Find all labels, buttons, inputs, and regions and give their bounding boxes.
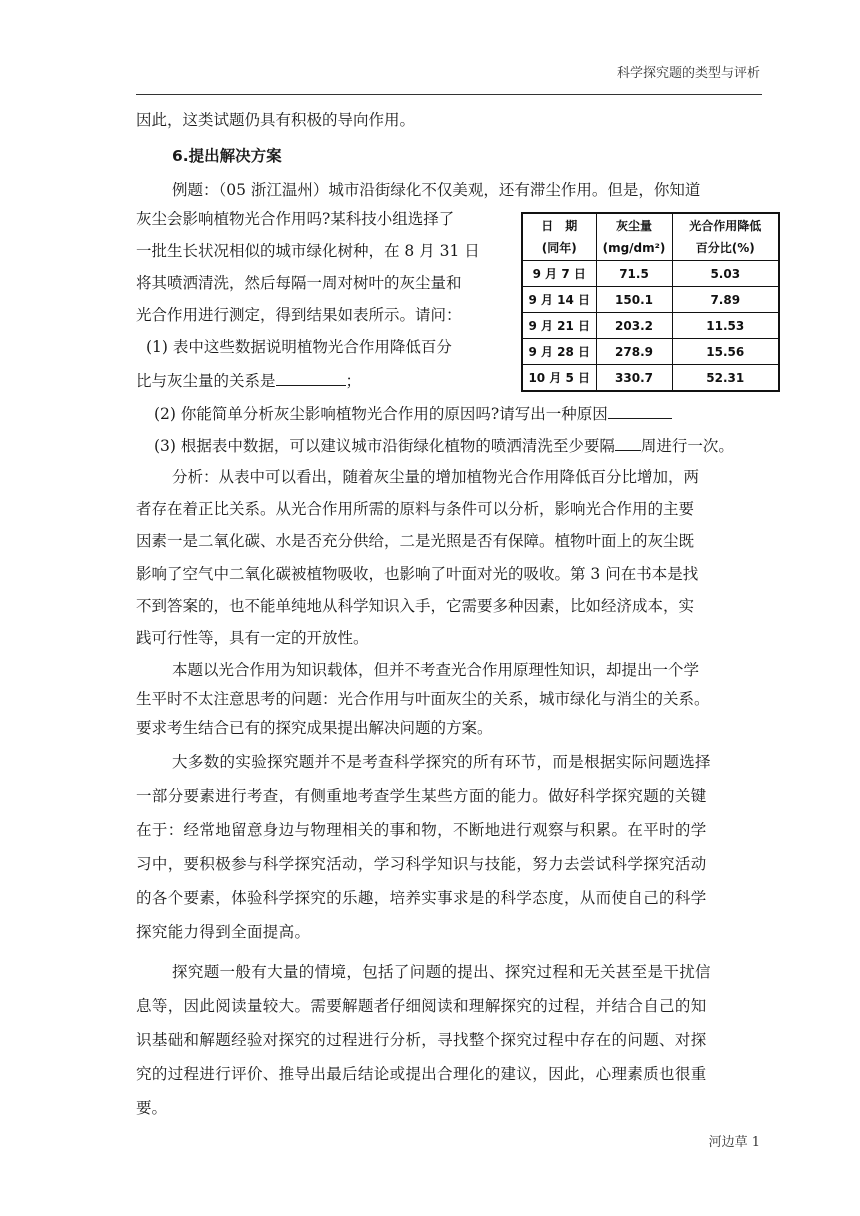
text-line: 不到答案的，也不能单纯地从科学知识入手，它需要多种因素，比如经济成本，实 <box>136 597 695 615</box>
text-segment: ； <box>345 372 362 390</box>
table-row <box>522 339 779 365</box>
text-line: 灰尘会影响植物光合作用吗?某科技小组选择了 <box>136 210 455 228</box>
text-line: 探究题一般有大量的情境，包括了问题的提出、探究过程和无关甚至是干扰信 <box>172 963 711 981</box>
text-line: 的各个要素，体验科学探究的乐趣，培养实事求是的科学态度，从而使自己的科学 <box>136 889 707 907</box>
text-line: 大多数的实验探究题并不是考查科学探究的所有环节，而是根据实际问题选择 <box>172 753 711 771</box>
cell-date: 9 月 7 日 <box>522 261 596 287</box>
table-header-row <box>522 213 779 261</box>
text-line: 影响了空气中二氧化碳被植物吸收，也影响了叶面对光的吸收。第 3 问在书本是找 <box>136 565 699 583</box>
text-line: 生平时不太注意思考的问题：光合作用与叶面灰尘的关系，城市绿化与消尘的关系。 <box>136 690 710 708</box>
text-segment: 比与灰尘量的关系是 <box>136 372 276 390</box>
text-line: 因此，这类试题仍具有积极的导向作用。 <box>136 111 416 129</box>
header-line: (mg/dm²) <box>602 241 666 255</box>
text-line: 要求考生结合已有的探究成果提出解决问题的方案。 <box>136 719 493 737</box>
text-line: (1) 表中这些数据说明植物光合作用降低百分 <box>146 338 452 356</box>
answer-blank[interactable] <box>276 369 346 386</box>
page-footer: 河边草 1 <box>708 1135 760 1150</box>
text-line: 分析：从表中可以看出，随着灰尘量的增加植物光合作用降低百分比增加，两 <box>172 468 700 486</box>
text-segment: (2) 你能简单分析灰尘影响植物光合作用的原因吗?请写出一种原因 <box>154 405 608 423</box>
header-line: (同年) <box>541 241 577 255</box>
text-segment: 周进行一次。 <box>640 437 734 455</box>
header-title: 科学探究题的类型与评析 <box>616 66 760 81</box>
text-line: 探究能力得到全面提高。 <box>136 923 311 941</box>
cell-reduction: 5.03 <box>672 261 779 287</box>
text-line: 一部分要素进行考查，有侧重地考查学生某些方面的能力。做好科学探究题的关键 <box>136 787 707 805</box>
text-line: 一批生长状况相似的城市绿化树种，在 8 月 31 日 <box>136 242 480 260</box>
table-row <box>522 261 779 287</box>
cell-date: 9 月 14 日 <box>522 287 596 313</box>
question-1-line <box>136 369 361 391</box>
cell-dust: 330.7 <box>596 365 672 392</box>
text-line: 将其喷洒清洗，然后每隔一周对树叶的灰尘量和 <box>136 274 462 292</box>
cell-dust: 278.9 <box>596 339 672 365</box>
header-rule <box>136 94 762 95</box>
text-line: 要。 <box>136 1099 168 1117</box>
header-line: 百分比(%) <box>695 241 755 255</box>
cell-dust: 71.5 <box>596 261 672 287</box>
question-3-line <box>154 434 734 456</box>
text-line: 究的过程进行评价、推导出最后结论或提出合理化的建议，因此，心理素质也很重 <box>136 1065 707 1083</box>
text-line: 光合作用进行测定，得到结果如表所示。请问： <box>136 306 462 324</box>
table-row <box>522 365 779 392</box>
text-segment: (3) 根据表中数据，可以建议城市沿街绿化植物的喷洒清洗至少要隔 <box>154 437 615 455</box>
question-2-line <box>154 402 672 424</box>
column-header-dust <box>596 213 672 261</box>
header-line: 日 期 <box>541 219 578 233</box>
cell-date: 10 月 5 日 <box>522 365 596 392</box>
text-line: 本题以光合作用为知识载体，但并不考查光合作用原理性知识，却提出一个学 <box>172 661 700 679</box>
table-row <box>522 287 779 313</box>
text-line: 因素一是二氧化碳、水是否充分供给，二是光照是否有保障。植物叶面上的灰尘既 <box>136 532 695 550</box>
cell-reduction: 15.56 <box>672 339 779 365</box>
cell-dust: 150.1 <box>596 287 672 313</box>
column-header-reduction <box>672 213 779 261</box>
text-line: 习中，要积极参与科学探究活动，学习科学知识与技能，努力去尝试科学探究活动 <box>136 855 707 873</box>
cell-reduction: 11.53 <box>672 313 779 339</box>
cell-dust: 203.2 <box>596 313 672 339</box>
cell-reduction: 7.89 <box>672 287 779 313</box>
section-heading: 6.提出解决方案 <box>172 147 282 165</box>
answer-blank[interactable] <box>608 402 672 419</box>
text-line: 息等，因此阅读量较大。需要解题者仔细阅读和理解探究的过程，并结合自己的知 <box>136 997 707 1015</box>
text-line: 识基础和解题经验对探究的过程进行分析，寻找整个探究过程中存在的问题、对探 <box>136 1031 707 1049</box>
header-line: 光合作用降低 <box>689 219 762 233</box>
cell-date: 9 月 28 日 <box>522 339 596 365</box>
cell-reduction: 52.31 <box>672 365 779 392</box>
header-line: 灰尘量 <box>615 219 652 233</box>
table-row <box>522 313 779 339</box>
answer-blank[interactable] <box>615 434 641 451</box>
data-table <box>521 212 780 392</box>
text-line: 在于：经常地留意身边与物理相关的事和物，不断地进行观察与积累。在平时的学 <box>136 821 707 839</box>
text-line: 例题：（05 浙江温州）城市沿街绿化不仅美观，还有滞尘作用。但是，你知道 <box>172 181 701 199</box>
text-line: 者存在着正比关系。从光合作用所需的原料与条件可以分析，影响光合作用的主要 <box>136 500 695 518</box>
text-line: 践可行性等，具有一定的开放性。 <box>136 629 369 647</box>
cell-date: 9 月 21 日 <box>522 313 596 339</box>
column-header-date <box>522 213 596 261</box>
